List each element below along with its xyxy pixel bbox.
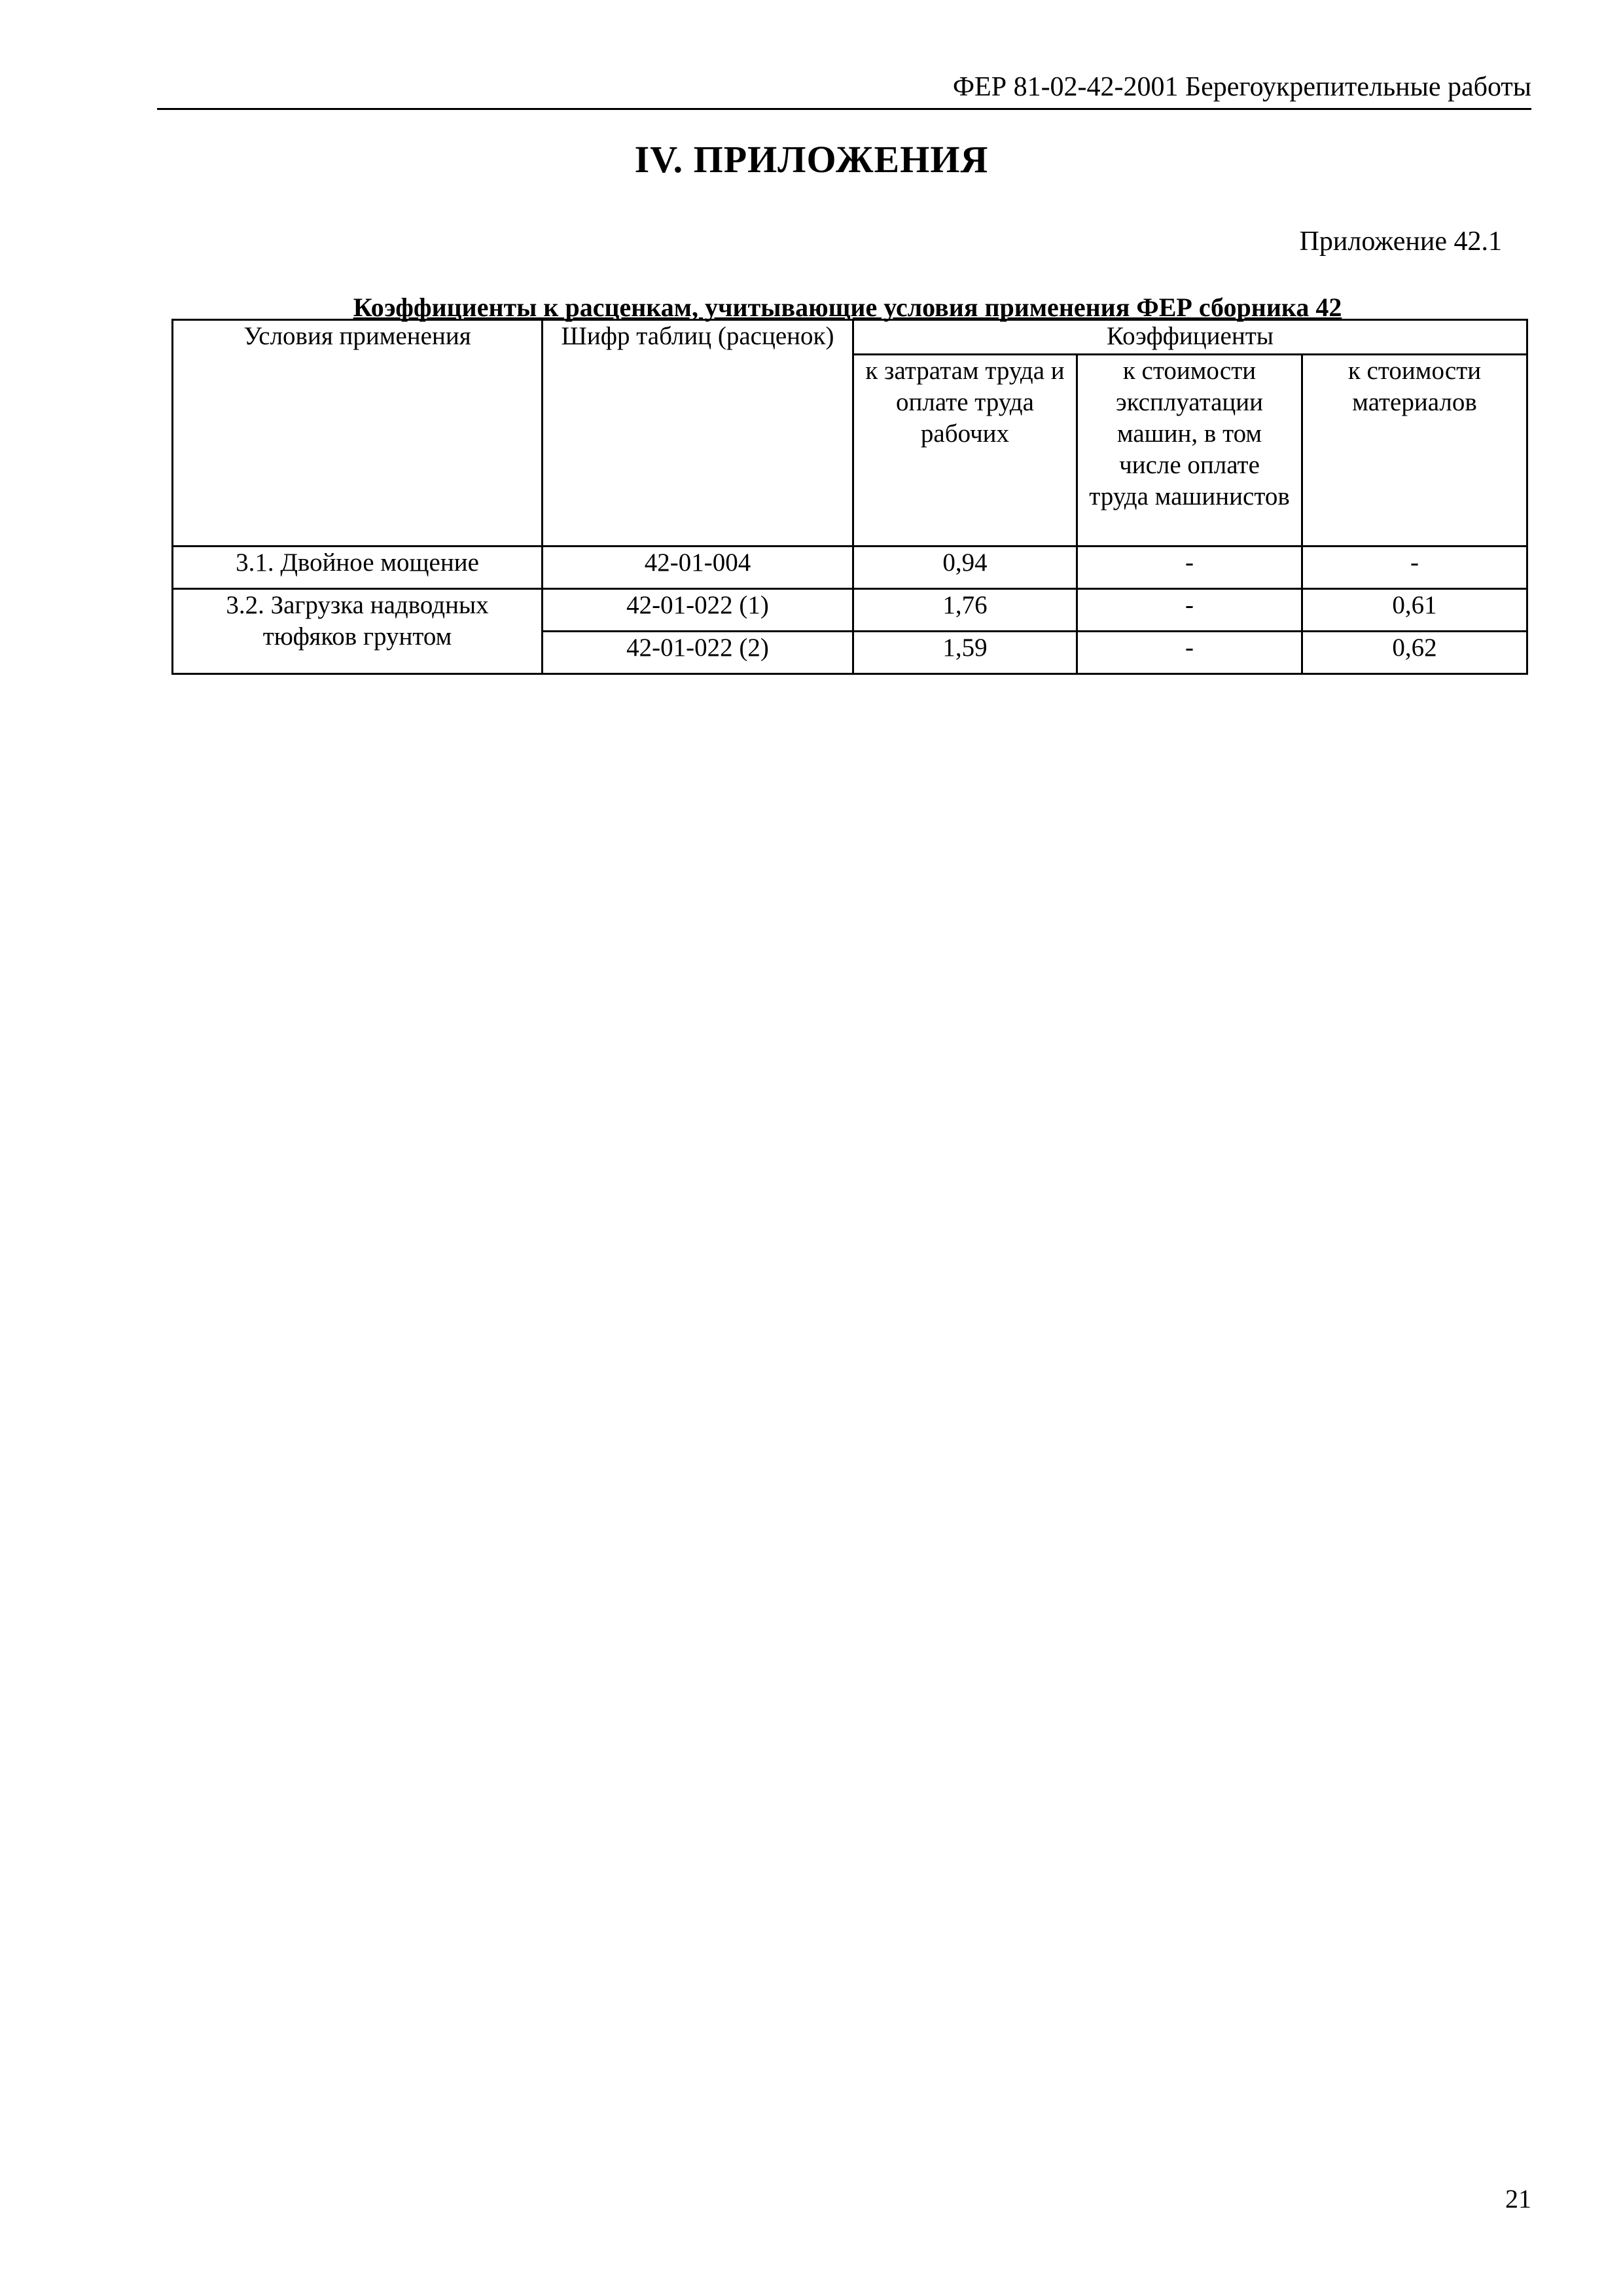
condition-cell: 3.1. Двойное мощение [173,547,543,589]
table-header-row [173,320,1527,355]
document-header: ФЕР 81-02-42-2001 Берегоукрепительные работы [952,72,1531,102]
machines-cell: - [1077,632,1302,674]
table-row [173,589,1527,632]
header-labor: к затратам труда и оплате труда рабочих [853,355,1077,547]
header-divider [157,108,1531,110]
coefficients-table [171,319,1528,675]
header-materials: к стоимости материалов [1302,355,1527,547]
labor-cell: 0,94 [853,547,1077,589]
appendix-label: Приложение 42.1 [1299,226,1502,257]
code-cell: 42-01-004 [543,547,853,589]
table-row [173,547,1527,589]
table-caption: Коэффициенты к расценкам, учитывающие условия применения ФЕР сборника 42 [353,293,1342,322]
code-cell: 42-01-022 (1) [543,589,853,632]
materials-cell: 0,61 [1302,589,1527,632]
machines-cell: - [1077,589,1302,632]
labor-cell: 1,76 [853,589,1077,632]
materials-cell: - [1302,547,1527,589]
condition-cell: 3.2. Загрузка надводных тюфяков грунтом [173,589,543,674]
materials-cell: 0,62 [1302,632,1527,674]
header-conditions: Условия применения [173,320,543,547]
header-coefficients: Коэффициенты [853,320,1527,355]
header-machines: к стоимости эксплуатации машин, в том числе оплате труда машинистов [1077,355,1302,547]
header-code: Шифр таблиц (расценок) [543,320,853,547]
labor-cell: 1,59 [853,632,1077,674]
section-title: IV. ПРИЛОЖЕНИЯ [634,138,989,181]
code-cell: 42-01-022 (2) [543,632,853,674]
machines-cell: - [1077,547,1302,589]
page-number: 21 [1505,2184,1531,2214]
